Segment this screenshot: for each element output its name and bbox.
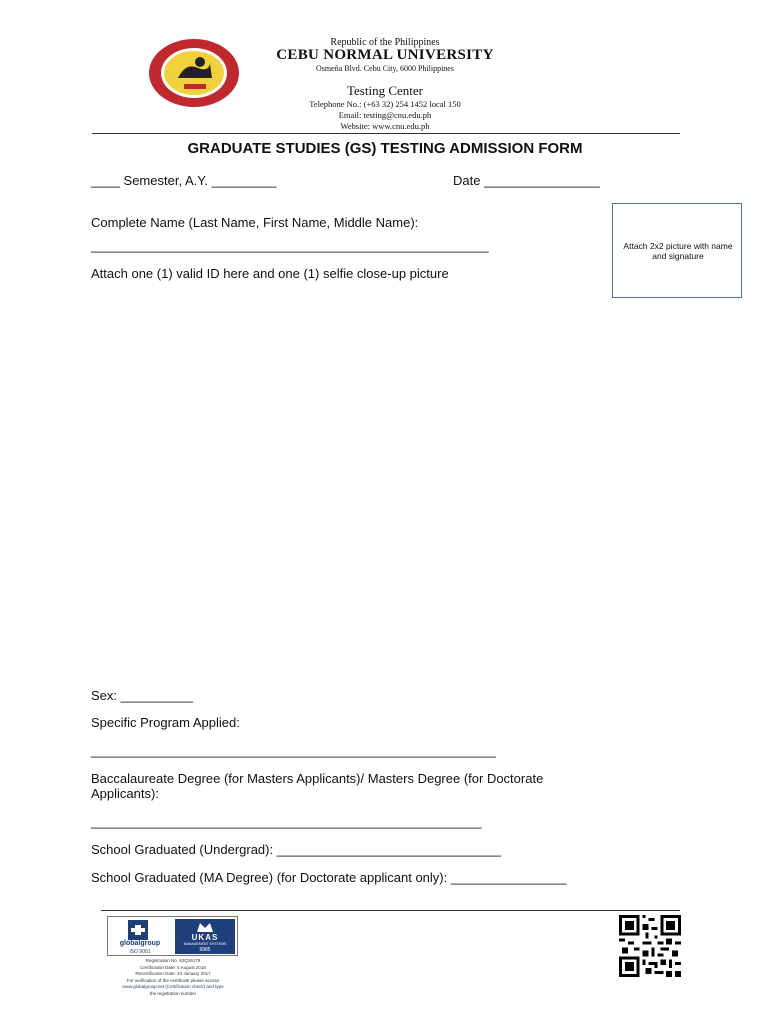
ukas-label: UKAS [191, 933, 219, 942]
degree-label: Baccalaureate Degree (for Masters Applicants)/ Masters Degree (for Doctorate [91, 771, 544, 786]
program-label: Specific Program Applied: [91, 715, 240, 730]
cert-line: For verification of the certificate please access [126, 977, 220, 983]
school-undergrad-field[interactable]: School Graduated (Undergrad): _______________________________ [91, 842, 501, 857]
ukas-sub-label: MANAGEMENT SYSTEMS [183, 942, 227, 946]
complete-name-field[interactable]: _______________________________________________________ [91, 238, 489, 253]
semester-field[interactable]: ____ Semester, A.Y. _________ [91, 173, 277, 188]
school-ma-field[interactable]: School Graduated (MA Degree) (for Doctorate applicant only): ________________ [91, 870, 567, 885]
header-republic: Republic of the Philippines [330, 37, 440, 48]
degree-field[interactable]: ______________________________________________________ [91, 814, 482, 829]
certification-logos [107, 916, 238, 956]
globalgroup-label: globalgroup [119, 940, 161, 947]
certification-details [108, 958, 238, 997]
attach-id-label: Attach one (1) valid ID here and one (1) selfie close-up picture [91, 266, 449, 281]
header-address: Osmeña Blvd. Cebu City, 6000 Philippines [316, 64, 454, 73]
header-telephone: Telephone No.: (+63 32) 254 1452 local 150 [309, 99, 461, 109]
cert-line: www.globalgroup.net (Certification check) and type [122, 984, 224, 989]
photo-attach-label: Attach 2x2 picture with name and signature [623, 241, 733, 261]
form-title: GRADUATE STUDIES (GS) TESTING ADMISSION FORM [187, 140, 583, 157]
program-field[interactable]: ________________________________________________________ [91, 743, 496, 758]
degree-label-continued: Applicants): [91, 786, 159, 801]
globalgroup-logo [110, 919, 170, 954]
header-email: Email: testing@cnu.edu.ph [338, 110, 432, 120]
complete-name-label: Complete Name (Last Name, First Name, Middle Name): [91, 215, 419, 230]
header-website: Website: www.cnu.edu.ph [340, 121, 430, 131]
cert-line: Certification Date: 5 August 2016 [140, 964, 206, 970]
header-divider [92, 133, 680, 134]
photo-attach-box[interactable] [612, 203, 742, 298]
cert-line: Registration No. 52Q16179 [145, 958, 201, 963]
header-university-name: CEBU NORMAL UNIVERSITY [276, 47, 494, 63]
iso-label: ISO 9001 [129, 949, 151, 955]
cert-line: the registration number [149, 990, 197, 996]
ukas-number: 9985 [199, 947, 211, 953]
date-field[interactable]: Date ________________ [453, 173, 600, 188]
qr-code [619, 915, 681, 977]
footer-divider [101, 910, 680, 911]
cert-line: Recertification Date: 24 January 2017 [135, 971, 211, 976]
header-office: Testing Center [347, 83, 423, 98]
sex-field[interactable]: Sex: __________ [91, 688, 193, 703]
ukas-logo [175, 919, 235, 954]
